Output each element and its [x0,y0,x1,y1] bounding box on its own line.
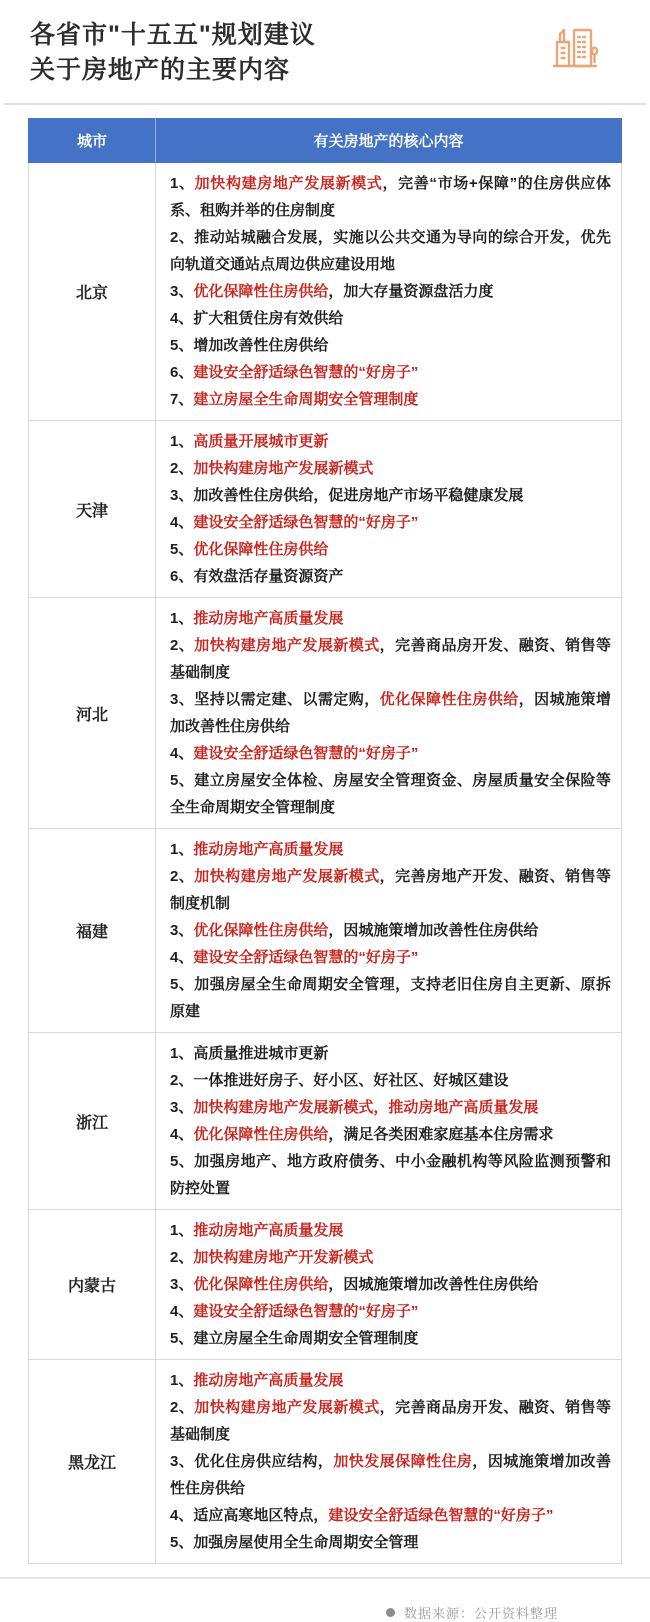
page-title-line1: 各省市"十五五"规划建议 [30,21,316,49]
content-cell [156,163,622,421]
policy-item [170,563,611,590]
policy-text: 6、 [170,364,194,381]
policy-text: 3、 [170,283,194,300]
policy-item [170,170,611,224]
policy-text: 2、 [170,460,194,477]
policy-text: 4、 [170,1303,194,1320]
policy-item [170,1367,611,1394]
policy-text-highlight: 加快构建房地产发展新模式 [194,175,383,192]
buildings-icon [548,20,602,79]
policy-text: 4、适应高寒地区特点， [170,1507,329,1524]
table-row [29,598,622,829]
policy-text: 4、 [170,949,194,966]
policy-item [170,455,611,482]
policy-text: 5、增加改善性住房供给 [170,337,329,354]
table-row [29,829,622,1033]
policy-text: 6、有效盘活存量资源资产 [170,568,344,585]
plans-table [28,118,622,1564]
policy-text: 2、 [170,1249,194,1266]
policy-text-highlight: 推动房地产高质量发展 [193,841,344,858]
table-row [29,1033,622,1210]
policy-text: 1、高质量推进城市更新 [170,1045,329,1062]
policy-text-highlight: 优化保障性住房供给 [193,1126,329,1143]
policy-text: 1、 [170,175,195,192]
policy-item [170,482,611,509]
policy-text: ，因城施策增加改善性住房供给 [170,691,611,735]
city-cell: 天津 [29,421,156,598]
policy-item [170,1502,611,1529]
policy-text: 2、 [170,868,195,885]
policy-item [170,605,611,632]
policy-text: ，完善“市场+保障”的住房供应体系、租购并举的住房制度 [170,175,611,219]
city-cell: 河北 [29,598,156,829]
policy-item [170,305,611,332]
city-cell: 北京 [29,163,156,421]
policy-item [170,278,611,305]
policy-item [170,1244,611,1271]
table-row [29,163,622,421]
policy-item [170,767,611,821]
data-source-label: 数据来源：公开资料整理 [403,1606,558,1621]
city-cell: 浙江 [29,1033,156,1210]
policy-text: ，因城施策增加改善性住房供给 [328,1276,539,1293]
policy-item [170,1448,611,1502]
policy-text-highlight: 加快构建房地产发展新模式 [194,1399,380,1416]
policy-text-highlight: 优化保障性住房供给 [193,1276,329,1293]
content-cell [156,1033,622,1210]
policy-text: 4、 [170,745,194,762]
policy-item [170,1121,611,1148]
page-title [30,18,316,87]
content-cell [156,829,622,1033]
policy-text-highlight: 加快发展保障性住房 [333,1453,473,1470]
policy-text-highlight: 建设安全舒适绿色智慧的“好房子” [193,364,419,381]
policy-text: 5、 [170,541,194,558]
policy-item [170,944,611,971]
policy-text-highlight: 建立房屋全生命周期安全管理制度 [193,391,419,408]
policy-text: ，完善商品房开发、融资、销售等基础制度 [170,1399,611,1443]
policy-item [170,971,611,1025]
policy-item [170,836,611,863]
policy-text-highlight: 推动房地产高质量发展 [193,1222,344,1239]
policy-text: 5、加强房屋全生命周期安全管理，支持老旧住房自主更新、原拆原建 [170,976,611,1020]
policy-item [170,536,611,563]
policy-text: 5、加强房屋使用全生命周期安全管理 [170,1534,419,1551]
policy-item [170,1217,611,1244]
policy-item [170,1148,611,1202]
table-row [29,1210,622,1360]
policy-text: 1、 [170,610,194,627]
policy-item [170,1067,611,1094]
policy-text: 3、 [170,1099,194,1116]
policy-text: 3、加改善性住房供给，促进房地产市场平稳健康发展 [170,487,524,504]
header-divider [4,103,646,105]
policy-text: 2、 [170,1399,195,1416]
policy-text: ，因城施策增加改善性住房供给 [170,1453,611,1497]
city-cell: 内蒙古 [29,1210,156,1360]
policy-item [170,428,611,455]
policy-item [170,1529,611,1556]
policy-text-highlight: 优化保障性住房供给 [193,283,329,300]
bullet-icon [386,1608,395,1617]
policy-text: 1、 [170,841,194,858]
policy-item [170,224,611,278]
policy-text: 5、建立房屋安全体检、房屋安全管理资金、房屋质量安全保险等全生命周期安全管理制度 [170,772,611,816]
policy-text: 1、 [170,433,194,450]
policy-item [170,359,611,386]
policy-text: ，加大存量资源盘活力度 [328,283,494,300]
policy-text: 3、 [170,1276,194,1293]
column-header-city: 城市 [29,119,156,163]
policy-text: 3、坚持以需定建、以需定购， [170,691,380,708]
policy-text: 5、建立房屋全生命周期安全管理制度 [170,1330,419,1347]
policy-text: 1、 [170,1222,194,1239]
city-cell: 黑龙江 [29,1360,156,1564]
policy-item [170,863,611,917]
policy-item [170,386,611,413]
policy-text: 7、 [170,391,194,408]
policy-text: 4、扩大租赁住房有效供给 [170,310,344,327]
footer [0,1579,650,1622]
policy-text: 5、加强房地产、地方政府债务、中小金融机构等风险监测预警和防控处置 [170,1153,611,1197]
policy-item [170,1271,611,1298]
table-row [29,421,622,598]
policy-text: 3、 [170,922,194,939]
content-cell [156,598,622,829]
policy-text-highlight: 加快构建房地产发展新模式 [193,460,374,477]
content-cell [156,421,622,598]
policy-text-highlight: 优化保障性住房供给 [379,691,519,708]
policy-text: 4、 [170,514,194,531]
policy-text: 2、一体推进好房子、好小区、好社区、好城区建设 [170,1072,509,1089]
policy-text: 3、优化住房供应结构， [170,1453,334,1470]
city-cell: 福建 [29,829,156,1033]
page-title-line2: 关于房地产的主要内容 [30,55,291,84]
policy-item [170,332,611,359]
policy-item [170,1298,611,1325]
policy-text: 1、 [170,1372,194,1389]
policy-item [170,1394,611,1448]
policy-text: 4、 [170,1126,194,1143]
policy-text-highlight: 加快构建房地产发展新模式 [194,637,380,654]
policy-text: 2、推动站城融合发展，实施以公共交通为导向的综合开发，优先向轨道交通站点周边供应建设用地 [170,229,611,273]
policy-text-highlight: 加快构建房地产发展新模式 [194,868,380,885]
policy-text: ，完善商品房开发、融资、销售等基础制度 [170,637,611,681]
policy-text-highlight: 推动房地产高质量发展 [193,610,344,627]
policy-text-highlight: 建设安全舒适绿色智慧的“好房子” [193,949,419,966]
column-header-content: 有关房地产的核心内容 [156,119,622,163]
policy-item [170,1325,611,1352]
policy-item [170,740,611,767]
policy-text-highlight: 建设安全舒适绿色智慧的“好房子” [193,514,419,531]
policy-text-highlight: 推动房地产高质量发展 [193,1372,344,1389]
policy-text-highlight: 加快构建房地产开发新模式 [193,1249,374,1266]
policy-text: ，满足各类困难家庭基本住房需求 [328,1126,554,1143]
policy-text: ，完善房地产开发、融资、销售等制度机制 [170,868,611,912]
policy-text: ，因城施策增加改善性住房供给 [328,922,539,939]
policy-item [170,917,611,944]
policy-text-highlight: 建设安全舒适绿色智慧的“好房子” [193,1303,419,1320]
policy-text-highlight: 建设安全舒适绿色智慧的“好房子” [193,745,419,762]
policy-text: 2、 [170,637,195,654]
policy-text-highlight: 高质量开展城市更新 [193,433,329,450]
header [0,0,650,87]
policy-text-highlight: 加快构建房地产发展新模式，推动房地产高质量发展 [193,1099,539,1116]
content-cell [156,1360,622,1564]
policy-item [170,686,611,740]
policy-text-highlight: 优化保障性住房供给 [193,541,329,558]
table-body [29,163,622,1564]
content-cell [156,1210,622,1360]
policy-item [170,1040,611,1067]
policy-item [170,632,611,686]
policy-text-highlight: 建设安全舒适绿色智慧的“好房子” [328,1507,554,1524]
table-header [29,119,622,163]
table-row [29,1360,622,1564]
policy-item [170,1094,611,1121]
policy-item [170,509,611,536]
policy-text-highlight: 优化保障性住房供给 [193,922,329,939]
